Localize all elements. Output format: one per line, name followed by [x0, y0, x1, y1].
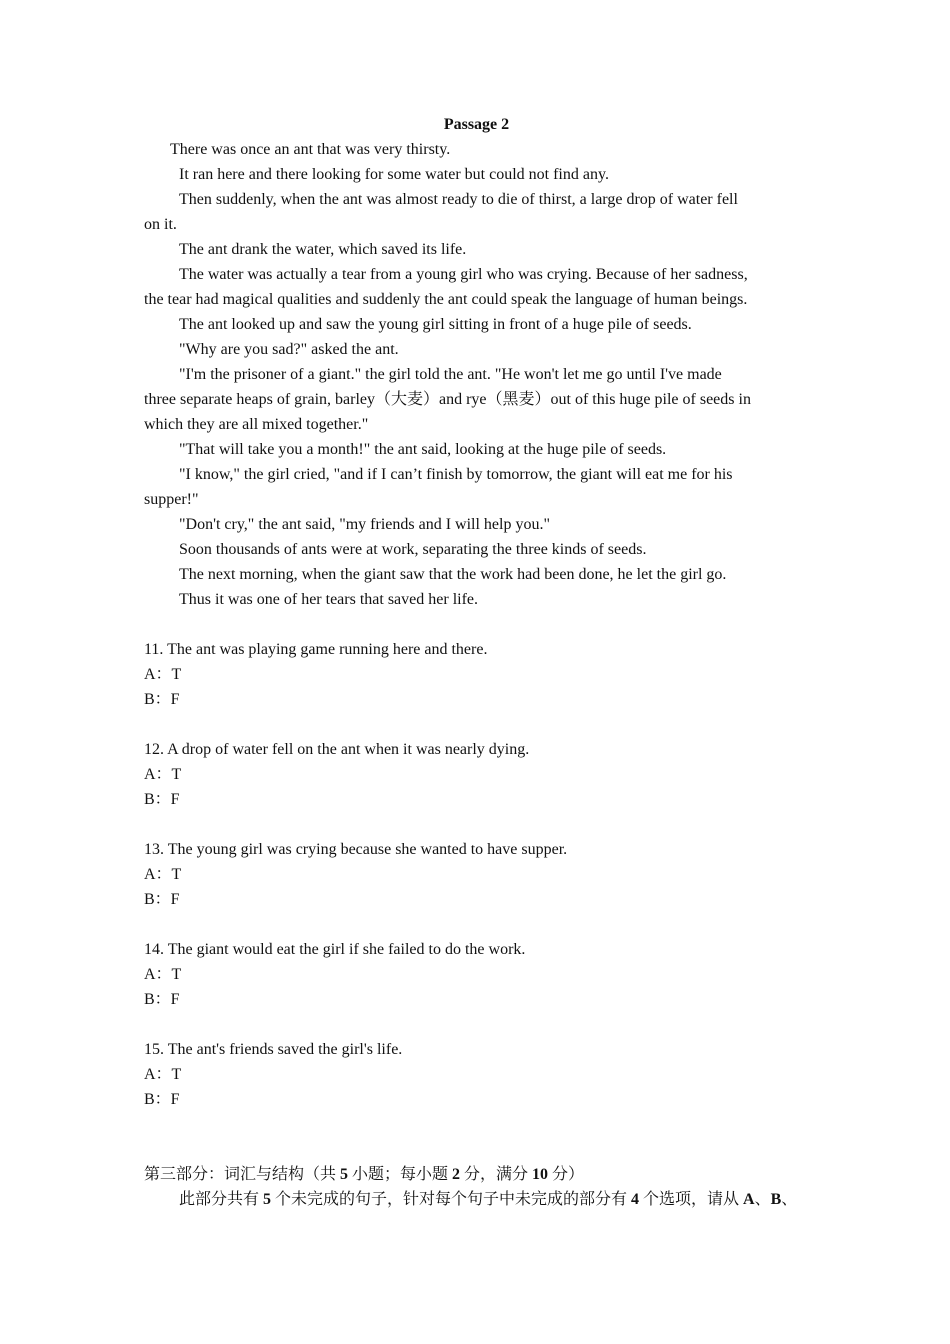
- question-text: 11. The ant was playing game running here and there.: [144, 641, 488, 658]
- passage-line: which they are all mixed together.": [144, 416, 369, 433]
- section-3-heading: 第三部分：词汇与结构（共 5 小题；每小题 2 分，满分 10 分）: [144, 1166, 585, 1183]
- option-b: B：F: [144, 891, 180, 908]
- option-a: A：T: [144, 1066, 182, 1083]
- passage-line: supper!": [144, 491, 199, 508]
- option-b: B：F: [144, 791, 180, 808]
- passage-line: The ant looked up and saw the young girl sitting in front of a huge pile of seeds.: [179, 316, 692, 333]
- question-text: 13. The young girl was crying because she wanted to have supper.: [144, 841, 568, 858]
- option-a: A：T: [144, 966, 182, 983]
- question-text: 14. The giant would eat the girl if she failed to do the work.: [144, 941, 526, 958]
- passage-title: Passage 2: [443, 116, 510, 133]
- section-3-intro: 此部分共有 5 个未完成的句子，针对每个句子中未完成的部分有 4 个选项，请从 A、B、: [179, 1191, 798, 1208]
- option-a: A：T: [144, 666, 182, 683]
- option-a: A：T: [144, 766, 182, 783]
- passage-line: Then suddenly, when the ant was almost ready to die of thirst, a large drop of water fell: [179, 191, 738, 208]
- option-b: B：F: [144, 991, 180, 1008]
- passage-line: The ant drank the water, which saved its life.: [179, 241, 467, 258]
- passage-line: the tear had magical qualities and suddenly the ant could speak the language of human beings.: [144, 291, 748, 308]
- question-15: [144, 1037, 809, 1112]
- passage-line: Soon thousands of ants were at work, separating the three kinds of seeds.: [179, 541, 647, 558]
- question-11: [144, 637, 809, 712]
- option-a: A：T: [144, 866, 182, 883]
- question-12: [144, 737, 809, 812]
- passage-line: three separate heaps of grain, barley（大麦）and rye（黑麦）out of this huge pile of seeds in: [144, 391, 751, 408]
- passage-line: It ran here and there looking for some water but could not find any.: [179, 166, 609, 183]
- passage-line: "That will take you a month!" the ant said, looking at the huge pile of seeds.: [179, 441, 667, 458]
- passage-line: on it.: [144, 216, 177, 233]
- passage-line: "I know," the girl cried, "and if I can’t finish by tomorrow, the giant will eat me for his: [179, 466, 733, 483]
- passage-line: "Why are you sad?" asked the ant.: [179, 341, 399, 358]
- document-page: [144, 112, 809, 1212]
- question-text: 12. A drop of water fell on the ant when it was nearly dying.: [144, 741, 530, 758]
- passage-line: There was once an ant that was very thirsty.: [170, 141, 451, 158]
- passage-line: "Don't cry," the ant said, "my friends and I will help you.": [179, 516, 551, 533]
- option-b: B：F: [144, 691, 180, 708]
- passage-line: The water was actually a tear from a young girl who was crying. Because of her sadness,: [179, 266, 748, 283]
- passage-line: "I'm the prisoner of a giant." the girl told the ant. "He won't let me go until I've made: [179, 366, 722, 383]
- passage-line: The next morning, when the giant saw that the work had been done, he let the girl go.: [179, 566, 727, 583]
- question-13: [144, 837, 809, 912]
- option-b: B：F: [144, 1091, 180, 1108]
- question-text: 15. The ant's friends saved the girl's life.: [144, 1041, 403, 1058]
- question-14: [144, 937, 809, 1012]
- passage-line: Thus it was one of her tears that saved her life.: [179, 591, 479, 608]
